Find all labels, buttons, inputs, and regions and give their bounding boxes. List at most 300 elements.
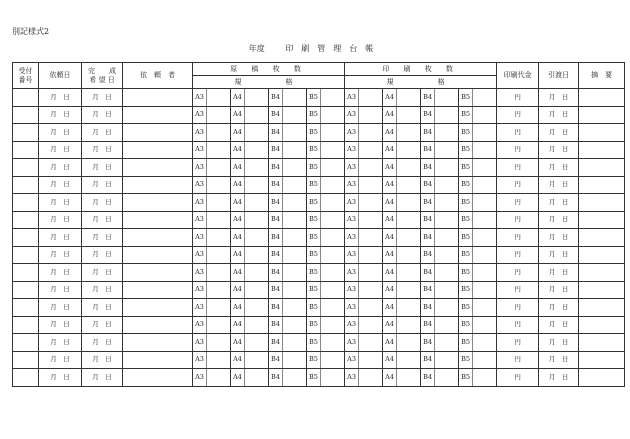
delivery-date-cell[interactable]: 月 日 bbox=[539, 369, 579, 387]
original-size-label: B4 bbox=[269, 89, 283, 107]
original-count-cell[interactable] bbox=[283, 211, 307, 229]
completion-date-cell[interactable]: 月 日 bbox=[82, 316, 123, 334]
original-size-label: B4 bbox=[269, 159, 283, 177]
original-count-cell[interactable] bbox=[245, 264, 269, 282]
original-size-label: B5 bbox=[307, 351, 321, 369]
delivery-date-cell[interactable]: 月 日 bbox=[539, 299, 579, 317]
requester-cell[interactable] bbox=[123, 229, 193, 247]
print-size-label: A3 bbox=[345, 351, 359, 369]
completion-date-cell[interactable]: 月 日 bbox=[82, 141, 123, 159]
print-count-cell[interactable] bbox=[397, 89, 421, 107]
receipt-no-cell[interactable] bbox=[13, 194, 39, 212]
original-size-label: A3 bbox=[193, 229, 207, 247]
original-count-cell[interactable] bbox=[283, 141, 307, 159]
print-count-cell[interactable] bbox=[397, 369, 421, 387]
print-count-cell[interactable] bbox=[473, 281, 497, 299]
delivery-date-cell[interactable]: 月 日 bbox=[539, 176, 579, 194]
title-year: 年度 bbox=[248, 44, 265, 53]
completion-date-cell[interactable]: 月 日 bbox=[82, 211, 123, 229]
original-size-label: A3 bbox=[193, 316, 207, 334]
delivery-date-cell[interactable]: 月 日 bbox=[539, 106, 579, 124]
delivery-date-cell[interactable]: 月 日 bbox=[539, 159, 579, 177]
requester-cell[interactable] bbox=[123, 369, 193, 387]
print-count-cell[interactable] bbox=[435, 194, 459, 212]
print-count-cell[interactable] bbox=[435, 351, 459, 369]
completion-date-cell[interactable]: 月 日 bbox=[82, 281, 123, 299]
remarks-cell[interactable] bbox=[579, 334, 625, 352]
receipt-no-cell[interactable] bbox=[13, 264, 39, 282]
receipt-no-cell[interactable] bbox=[13, 106, 39, 124]
fee-cell[interactable]: 円 bbox=[497, 141, 539, 159]
receipt-no-cell[interactable] bbox=[13, 334, 39, 352]
original-count-cell[interactable] bbox=[283, 281, 307, 299]
requester-cell[interactable] bbox=[123, 194, 193, 212]
print-count-cell[interactable] bbox=[473, 211, 497, 229]
delivery-date-cell[interactable]: 月 日 bbox=[539, 351, 579, 369]
original-count-cell[interactable] bbox=[245, 106, 269, 124]
fee-cell[interactable]: 円 bbox=[497, 316, 539, 334]
original-size-label: B5 bbox=[307, 159, 321, 177]
original-count-cell[interactable] bbox=[207, 316, 231, 334]
original-size-label: B5 bbox=[307, 211, 321, 229]
requester-cell[interactable] bbox=[123, 264, 193, 282]
receipt-no-cell[interactable] bbox=[13, 229, 39, 247]
receipt-no-cell[interactable] bbox=[13, 211, 39, 229]
print-count-cell[interactable] bbox=[397, 264, 421, 282]
original-count-cell[interactable] bbox=[207, 299, 231, 317]
delivery-date-cell[interactable]: 月 日 bbox=[539, 281, 579, 299]
request-date-cell[interactable]: 月 日 bbox=[39, 124, 82, 142]
request-date-cell[interactable]: 月 日 bbox=[39, 159, 82, 177]
print-count-cell[interactable] bbox=[473, 141, 497, 159]
requester-cell[interactable] bbox=[123, 159, 193, 177]
original-count-cell[interactable] bbox=[283, 299, 307, 317]
original-count-cell[interactable] bbox=[321, 176, 345, 194]
remarks-cell[interactable] bbox=[579, 194, 625, 212]
print-count-cell[interactable] bbox=[473, 229, 497, 247]
print-count-cell[interactable] bbox=[435, 211, 459, 229]
print-count-cell[interactable] bbox=[435, 281, 459, 299]
receipt-no-cell[interactable] bbox=[13, 351, 39, 369]
original-count-cell[interactable] bbox=[321, 334, 345, 352]
remarks-cell[interactable] bbox=[579, 264, 625, 282]
remarks-cell[interactable] bbox=[579, 229, 625, 247]
print-size-label: A4 bbox=[383, 229, 397, 247]
original-count-cell[interactable] bbox=[245, 246, 269, 264]
original-count-cell[interactable] bbox=[207, 141, 231, 159]
print-count-cell[interactable] bbox=[435, 141, 459, 159]
request-date-cell[interactable]: 月 日 bbox=[39, 316, 82, 334]
requester-cell[interactable] bbox=[123, 299, 193, 317]
ledger-row bbox=[13, 264, 625, 282]
fee-cell[interactable]: 円 bbox=[497, 351, 539, 369]
print-count-cell[interactable] bbox=[473, 316, 497, 334]
remarks-cell[interactable] bbox=[579, 211, 625, 229]
fee-cell[interactable]: 円 bbox=[497, 176, 539, 194]
print-count-cell[interactable] bbox=[359, 316, 383, 334]
requester-cell[interactable] bbox=[123, 89, 193, 107]
print-count-cell[interactable] bbox=[359, 89, 383, 107]
completion-date-cell[interactable]: 月 日 bbox=[82, 194, 123, 212]
receipt-no-cell[interactable] bbox=[13, 369, 39, 387]
print-count-cell[interactable] bbox=[397, 316, 421, 334]
remarks-cell[interactable] bbox=[579, 281, 625, 299]
delivery-date-cell[interactable]: 月 日 bbox=[539, 89, 579, 107]
delivery-date-cell[interactable]: 月 日 bbox=[539, 316, 579, 334]
print-count-cell[interactable] bbox=[359, 211, 383, 229]
original-count-cell[interactable] bbox=[321, 369, 345, 387]
original-size-label: B4 bbox=[269, 281, 283, 299]
request-date-cell[interactable]: 月 日 bbox=[39, 351, 82, 369]
print-size-label: B4 bbox=[421, 334, 435, 352]
print-count-cell[interactable] bbox=[397, 194, 421, 212]
remarks-cell[interactable] bbox=[579, 316, 625, 334]
print-count-cell[interactable] bbox=[359, 124, 383, 142]
receipt-no-cell[interactable] bbox=[13, 299, 39, 317]
print-count-cell[interactable] bbox=[359, 141, 383, 159]
print-size-label: A4 bbox=[383, 106, 397, 124]
print-count-cell[interactable] bbox=[397, 141, 421, 159]
original-count-cell[interactable] bbox=[283, 159, 307, 177]
original-count-cell[interactable] bbox=[283, 264, 307, 282]
requester-cell[interactable] bbox=[123, 106, 193, 124]
print-count-cell[interactable] bbox=[397, 229, 421, 247]
original-count-cell[interactable] bbox=[207, 89, 231, 107]
original-count-cell[interactable] bbox=[207, 229, 231, 247]
original-count-cell[interactable] bbox=[245, 316, 269, 334]
print-count-cell[interactable] bbox=[359, 281, 383, 299]
print-count-cell[interactable] bbox=[397, 106, 421, 124]
fee-cell[interactable]: 円 bbox=[497, 264, 539, 282]
receipt-no-cell[interactable] bbox=[13, 176, 39, 194]
original-count-cell[interactable] bbox=[283, 176, 307, 194]
original-size-label: B4 bbox=[269, 194, 283, 212]
fee-cell[interactable]: 円 bbox=[497, 281, 539, 299]
print-count-cell[interactable] bbox=[473, 124, 497, 142]
requester-cell[interactable] bbox=[123, 141, 193, 159]
requester-cell[interactable] bbox=[123, 281, 193, 299]
original-count-cell[interactable] bbox=[207, 334, 231, 352]
print-count-cell[interactable] bbox=[359, 369, 383, 387]
requester-cell[interactable] bbox=[123, 211, 193, 229]
request-date-cell[interactable]: 月 日 bbox=[39, 194, 82, 212]
request-date-cell[interactable]: 月 日 bbox=[39, 89, 82, 107]
original-size-label: B4 bbox=[269, 299, 283, 317]
print-count-cell[interactable] bbox=[397, 246, 421, 264]
print-count-cell[interactable] bbox=[473, 106, 497, 124]
print-count-cell[interactable] bbox=[359, 246, 383, 264]
original-count-cell[interactable] bbox=[207, 176, 231, 194]
print-size-label: A3 bbox=[345, 316, 359, 334]
original-size-label: A4 bbox=[231, 194, 245, 212]
original-count-cell[interactable] bbox=[283, 351, 307, 369]
print-count-cell[interactable] bbox=[397, 124, 421, 142]
requester-cell[interactable] bbox=[123, 176, 193, 194]
remarks-cell[interactable] bbox=[579, 159, 625, 177]
original-size-label: A4 bbox=[231, 124, 245, 142]
print-count-cell[interactable] bbox=[435, 369, 459, 387]
original-size-label: A4 bbox=[231, 264, 245, 282]
print-count-cell[interactable] bbox=[435, 299, 459, 317]
print-size-label: A4 bbox=[383, 124, 397, 142]
print-count-cell[interactable] bbox=[397, 176, 421, 194]
print-count-cell[interactable] bbox=[435, 316, 459, 334]
original-count-cell[interactable] bbox=[321, 264, 345, 282]
original-count-cell[interactable] bbox=[321, 124, 345, 142]
print-count-cell[interactable] bbox=[473, 299, 497, 317]
delivery-date-cell[interactable]: 月 日 bbox=[539, 229, 579, 247]
remarks-cell[interactable] bbox=[579, 351, 625, 369]
header-delivery-date: 引渡日 bbox=[539, 63, 579, 89]
original-count-cell[interactable] bbox=[245, 281, 269, 299]
print-count-cell[interactable] bbox=[359, 299, 383, 317]
completion-date-cell[interactable]: 月 日 bbox=[82, 89, 123, 107]
completion-date-cell[interactable]: 月 日 bbox=[82, 176, 123, 194]
print-count-cell[interactable] bbox=[359, 229, 383, 247]
remarks-cell[interactable] bbox=[579, 106, 625, 124]
fee-cell[interactable]: 円 bbox=[497, 194, 539, 212]
print-count-cell[interactable] bbox=[359, 334, 383, 352]
print-size-label: A3 bbox=[345, 159, 359, 177]
receipt-no-cell[interactable] bbox=[13, 316, 39, 334]
ledger-row bbox=[13, 299, 625, 317]
print-count-cell[interactable] bbox=[359, 159, 383, 177]
delivery-date-cell[interactable]: 月 日 bbox=[539, 194, 579, 212]
print-count-cell[interactable] bbox=[473, 246, 497, 264]
print-count-cell[interactable] bbox=[473, 334, 497, 352]
print-count-cell[interactable] bbox=[397, 334, 421, 352]
print-count-cell[interactable] bbox=[359, 264, 383, 282]
fee-cell[interactable]: 円 bbox=[497, 299, 539, 317]
original-count-cell[interactable] bbox=[321, 141, 345, 159]
original-count-cell[interactable] bbox=[207, 211, 231, 229]
print-count-cell[interactable] bbox=[435, 334, 459, 352]
original-count-cell[interactable] bbox=[283, 316, 307, 334]
request-date-cell[interactable]: 月 日 bbox=[39, 246, 82, 264]
delivery-date-cell[interactable]: 月 日 bbox=[539, 246, 579, 264]
original-count-cell[interactable] bbox=[207, 194, 231, 212]
fee-cell[interactable]: 円 bbox=[497, 246, 539, 264]
print-size-label: A4 bbox=[383, 159, 397, 177]
original-count-cell[interactable] bbox=[207, 264, 231, 282]
receipt-no-cell[interactable] bbox=[13, 159, 39, 177]
delivery-date-cell[interactable]: 月 日 bbox=[539, 211, 579, 229]
fee-cell[interactable]: 円 bbox=[497, 369, 539, 387]
print-count-cell[interactable] bbox=[397, 299, 421, 317]
receipt-no-cell[interactable] bbox=[13, 246, 39, 264]
fee-cell[interactable]: 円 bbox=[497, 106, 539, 124]
print-count-cell[interactable] bbox=[435, 159, 459, 177]
request-date-cell[interactable]: 月 日 bbox=[39, 211, 82, 229]
print-size-label: A3 bbox=[345, 229, 359, 247]
print-count-cell[interactable] bbox=[397, 211, 421, 229]
original-count-cell[interactable] bbox=[283, 194, 307, 212]
print-size-label: A4 bbox=[383, 246, 397, 264]
original-size-label: B5 bbox=[307, 194, 321, 212]
original-count-cell[interactable] bbox=[321, 316, 345, 334]
ledger-row bbox=[13, 229, 625, 247]
original-count-cell[interactable] bbox=[207, 281, 231, 299]
remarks-cell[interactable] bbox=[579, 176, 625, 194]
print-count-cell[interactable] bbox=[435, 176, 459, 194]
print-count-cell[interactable] bbox=[397, 351, 421, 369]
delivery-date-cell[interactable]: 月 日 bbox=[539, 264, 579, 282]
original-count-cell[interactable] bbox=[207, 246, 231, 264]
original-count-cell[interactable] bbox=[245, 299, 269, 317]
completion-date-cell[interactable]: 月 日 bbox=[82, 264, 123, 282]
print-count-cell[interactable] bbox=[473, 369, 497, 387]
original-count-cell[interactable] bbox=[207, 106, 231, 124]
print-count-cell[interactable] bbox=[435, 264, 459, 282]
original-size-label: A3 bbox=[193, 351, 207, 369]
request-date-cell[interactable]: 月 日 bbox=[39, 334, 82, 352]
print-count-cell[interactable] bbox=[473, 89, 497, 107]
print-count-cell[interactable] bbox=[473, 194, 497, 212]
original-size-label: B5 bbox=[307, 124, 321, 142]
request-date-cell[interactable]: 月 日 bbox=[39, 299, 82, 317]
original-count-cell[interactable] bbox=[321, 281, 345, 299]
original-size-label: A4 bbox=[231, 159, 245, 177]
original-size-label: B5 bbox=[307, 89, 321, 107]
print-count-cell[interactable] bbox=[359, 194, 383, 212]
original-count-cell[interactable] bbox=[245, 159, 269, 177]
header-requester: 依 頼 者 bbox=[123, 63, 193, 89]
requester-cell[interactable] bbox=[123, 351, 193, 369]
remarks-cell[interactable] bbox=[579, 369, 625, 387]
request-date-cell[interactable]: 月 日 bbox=[39, 176, 82, 194]
fee-cell[interactable]: 円 bbox=[497, 211, 539, 229]
print-count-cell[interactable] bbox=[359, 176, 383, 194]
requester-cell[interactable] bbox=[123, 316, 193, 334]
original-count-cell[interactable] bbox=[207, 159, 231, 177]
requester-cell[interactable] bbox=[123, 124, 193, 142]
request-date-cell[interactable]: 月 日 bbox=[39, 229, 82, 247]
print-count-cell[interactable] bbox=[359, 351, 383, 369]
remarks-cell[interactable] bbox=[579, 89, 625, 107]
print-count-cell[interactable] bbox=[435, 246, 459, 264]
original-count-cell[interactable] bbox=[283, 334, 307, 352]
original-count-cell[interactable] bbox=[321, 211, 345, 229]
original-count-cell[interactable] bbox=[245, 211, 269, 229]
completion-date-cell[interactable]: 月 日 bbox=[82, 334, 123, 352]
print-size-label: A4 bbox=[383, 141, 397, 159]
print-count-cell[interactable] bbox=[397, 281, 421, 299]
request-date-cell[interactable]: 月 日 bbox=[39, 369, 82, 387]
original-count-cell[interactable] bbox=[245, 229, 269, 247]
delivery-date-cell[interactable]: 月 日 bbox=[539, 124, 579, 142]
requester-cell[interactable] bbox=[123, 334, 193, 352]
request-date-cell[interactable]: 月 日 bbox=[39, 141, 82, 159]
print-count-cell[interactable] bbox=[473, 351, 497, 369]
print-size-label: A3 bbox=[345, 334, 359, 352]
remarks-cell[interactable] bbox=[579, 246, 625, 264]
original-count-cell[interactable] bbox=[245, 194, 269, 212]
completion-date-cell[interactable]: 月 日 bbox=[82, 299, 123, 317]
remarks-cell[interactable] bbox=[579, 299, 625, 317]
original-count-cell[interactable] bbox=[321, 351, 345, 369]
original-count-cell[interactable] bbox=[245, 89, 269, 107]
original-count-cell[interactable] bbox=[321, 229, 345, 247]
header-request-date: 依頼日 bbox=[39, 63, 82, 89]
print-count-cell[interactable] bbox=[473, 159, 497, 177]
completion-date-cell[interactable]: 月 日 bbox=[82, 124, 123, 142]
remarks-cell[interactable] bbox=[579, 124, 625, 142]
print-size-label: B4 bbox=[421, 369, 435, 387]
print-count-cell[interactable] bbox=[435, 124, 459, 142]
fee-cell[interactable]: 円 bbox=[497, 229, 539, 247]
print-count-cell[interactable] bbox=[397, 159, 421, 177]
completion-date-cell[interactable]: 月 日 bbox=[82, 351, 123, 369]
print-count-cell[interactable] bbox=[435, 106, 459, 124]
original-count-cell[interactable] bbox=[207, 124, 231, 142]
original-size-label: A4 bbox=[231, 229, 245, 247]
receipt-no-cell[interactable] bbox=[13, 141, 39, 159]
original-count-cell[interactable] bbox=[245, 124, 269, 142]
print-count-cell[interactable] bbox=[435, 89, 459, 107]
request-date-cell[interactable]: 月 日 bbox=[39, 281, 82, 299]
original-count-cell[interactable] bbox=[245, 176, 269, 194]
header-original-count-label: 原 稿 枚 数 bbox=[230, 64, 307, 73]
ledger-row bbox=[13, 351, 625, 369]
original-count-cell[interactable] bbox=[321, 299, 345, 317]
receipt-no-cell[interactable] bbox=[13, 89, 39, 107]
request-date-cell[interactable]: 月 日 bbox=[39, 264, 82, 282]
original-count-cell[interactable] bbox=[207, 369, 231, 387]
original-count-cell[interactable] bbox=[245, 369, 269, 387]
receipt-no-cell[interactable] bbox=[13, 281, 39, 299]
completion-date-cell[interactable]: 月 日 bbox=[82, 246, 123, 264]
completion-date-cell[interactable]: 月 日 bbox=[82, 229, 123, 247]
print-count-cell[interactable] bbox=[473, 176, 497, 194]
remarks-cell[interactable] bbox=[579, 141, 625, 159]
print-size-label: A4 bbox=[383, 211, 397, 229]
original-count-cell[interactable] bbox=[321, 159, 345, 177]
original-count-cell[interactable] bbox=[283, 89, 307, 107]
original-count-cell[interactable] bbox=[283, 106, 307, 124]
completion-date-cell[interactable]: 月 日 bbox=[82, 106, 123, 124]
print-count-cell[interactable] bbox=[435, 229, 459, 247]
original-count-cell[interactable] bbox=[321, 106, 345, 124]
print-size-label: A3 bbox=[345, 211, 359, 229]
fee-cell[interactable]: 円 bbox=[497, 334, 539, 352]
original-size-label: A3 bbox=[193, 211, 207, 229]
original-count-cell[interactable] bbox=[321, 246, 345, 264]
fee-cell[interactable]: 円 bbox=[497, 124, 539, 142]
completion-date-cell[interactable]: 月 日 bbox=[82, 159, 123, 177]
fee-cell[interactable]: 円 bbox=[497, 89, 539, 107]
print-count-cell[interactable] bbox=[359, 106, 383, 124]
original-count-cell[interactable] bbox=[283, 124, 307, 142]
completion-date-cell[interactable]: 月 日 bbox=[82, 369, 123, 387]
original-count-cell[interactable] bbox=[245, 351, 269, 369]
fee-cell[interactable]: 円 bbox=[497, 159, 539, 177]
original-count-cell[interactable] bbox=[283, 229, 307, 247]
request-date-cell[interactable]: 月 日 bbox=[39, 106, 82, 124]
original-count-cell[interactable] bbox=[245, 334, 269, 352]
print-count-cell[interactable] bbox=[473, 264, 497, 282]
original-count-cell[interactable] bbox=[283, 369, 307, 387]
original-count-cell[interactable] bbox=[207, 351, 231, 369]
original-count-cell[interactable] bbox=[321, 89, 345, 107]
original-count-cell[interactable] bbox=[283, 246, 307, 264]
requester-cell[interactable] bbox=[123, 246, 193, 264]
delivery-date-cell[interactable]: 月 日 bbox=[539, 334, 579, 352]
print-size-label: A3 bbox=[345, 176, 359, 194]
receipt-no-cell[interactable] bbox=[13, 124, 39, 142]
delivery-date-cell[interactable]: 月 日 bbox=[539, 141, 579, 159]
original-count-cell[interactable] bbox=[321, 194, 345, 212]
original-count-cell[interactable] bbox=[245, 141, 269, 159]
